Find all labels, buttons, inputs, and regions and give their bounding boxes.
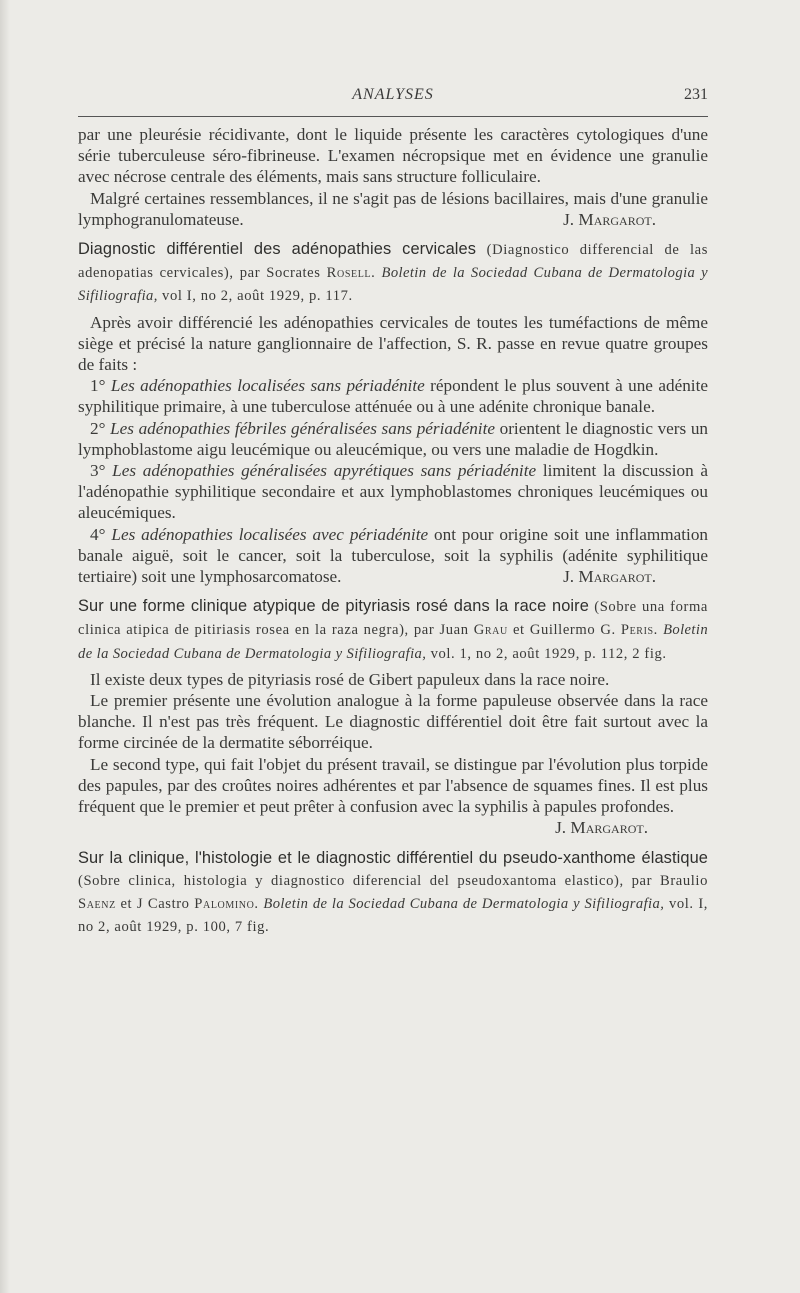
item-title: Les adénopathies fébriles généralisées sans périadénite [110, 418, 495, 438]
header-rule [78, 116, 708, 117]
article-title: Sur la clinique, l'histologie et le diagnostic différentiel du pseudo-xanthome élastique [78, 848, 708, 867]
ref-author: Rosell. [326, 265, 376, 282]
paragraph: Le second type, qui fait l'objet du présent travail, se distingue par l'évolution plus torpide des papules, par des croûtes noires adhérentes et par l'absence de squames fines. Il est plus fréquent que le premier et peut prêter à confusion avec la syphilis à papules profondes. [78, 754, 708, 817]
item-number: 2° [90, 418, 106, 438]
ref-journal: Boletin de la Sociedad Cubana de Dermatologia y Sifiliografia, [263, 895, 665, 912]
signature-initial: J. [555, 818, 567, 838]
ref-text: et Guillermo G. [512, 622, 616, 639]
ref-details: vol I, no 2, août 1929, p. 117. [162, 288, 353, 305]
conclusion-text: Malgré certaines ressemblances, il ne s'agit pas de lésions bacillaires, mais d'une granulie lymphogranulomateuse. [78, 188, 708, 229]
article-reference [78, 873, 708, 935]
ref-author: Grau [473, 622, 508, 639]
ref-journal: Boletin de la Sociedad Cubana de Dermatologia y Sifiliografia, [78, 265, 709, 305]
running-title: ANALYSES [352, 86, 434, 103]
article-title: Diagnostic différentiel des adénopathies cervicales [78, 240, 477, 259]
item-title: Les adénopathies localisées sans périadénite [110, 376, 425, 396]
list-item [78, 418, 708, 460]
ref-text: et J Castro [120, 895, 190, 912]
article-title: Sur une forme clinique atypique de pityriasis rosé dans la race noire [78, 597, 589, 616]
paragraph-conclusion [78, 188, 708, 230]
signature [78, 817, 708, 838]
page-header [78, 86, 708, 110]
signature-name: Margarot. [570, 818, 648, 838]
signature-initial: J. [563, 567, 575, 587]
list-item [78, 524, 708, 588]
ref-details: vol. 1, no 2, août 1929, p. 112, 2 fig. [430, 645, 667, 662]
ref-text: (Sobre una forma clinica atipica de pitiriasis rosea en la raza negra), par Juan [78, 599, 708, 639]
item-title: Les adénopathies localisées avec périadénite [111, 524, 429, 544]
item-number: 4° [90, 524, 106, 544]
list-item [78, 375, 708, 417]
list-item [78, 460, 708, 524]
ref-details: vol. I, no 2, août 1929, p. 100, 7 fig. [78, 895, 709, 936]
page-number: 231 [684, 86, 708, 103]
paragraph-continuation: par une pleurésie récidivante, dont le liquide présente les caractères cytologiques d'une série tuberculeuse séro-fibrineuse. L'examen nécropsique met en évidence une granulie avec nécrose centrale des éléments, mais sans structure folliculaire. [78, 125, 708, 187]
signature-name: Margarot. [578, 567, 656, 587]
paragraph: Il existe deux types de pityriasis rosé de Gibert papuleux dans la race noire. [90, 669, 610, 689]
article-heading [78, 847, 708, 939]
page-gutter-shadow [0, 0, 10, 1293]
item-number: 3° [90, 461, 106, 481]
article-heading [78, 595, 708, 665]
ref-text: (Sobre clinica, histologia y diagnostico diferencial del pseudoxantoma elastico), par Braulio [78, 872, 708, 889]
signature-initial: J. [563, 209, 575, 229]
item-text: orientent le diagnostic vers un lymphoblastome aigu leucémique ou aleucémique, ou vers une maladie de Hogdkin. [78, 418, 709, 459]
page-body [78, 124, 708, 938]
item-text: ont pour origine soit une inflammation banale aiguë, soit le cancer, soit la tuberculose, soit la syphilis (adénite syphilitique tertiaire) soit une lymphosarcomatose. [78, 524, 709, 587]
ref-journal: Boletin de la Sociedad Cubana de Dermatologia y Sifiliografia, [78, 622, 709, 662]
ref-author: Palomino. [194, 895, 259, 912]
article-heading [78, 238, 708, 308]
signature [551, 209, 656, 230]
item-title: Les adénopathies généralisées apyrétiques sans périadénite [112, 461, 537, 481]
ref-author: Saenz [78, 895, 116, 912]
article-intro: Après avoir différencié les adénopathies cervicales de toutes les tuméfactions de même siège et précisé la nature ganglionnaire de l'affection, S. R. passe en revue quatre groupes de faits : [78, 312, 708, 375]
signature-name: Margarot. [578, 209, 656, 229]
ref-author: Peris. [620, 622, 658, 639]
item-text: répondent le plus souvent à une adénite syphilitique primaire, à une tuberculose atténuée ou à une adénite chronique banale. [78, 376, 708, 417]
item-number: 1° [90, 376, 106, 396]
ref-text: (Diagnostico differencial de las adenopatias cervicales), par Socrates [78, 242, 708, 282]
signature [551, 566, 656, 587]
item-text: limitent la discussion à l'adénopathie syphilitique secondaire et aux lymphoblastomes chroniques leucémiques ou aleucémiques. [78, 461, 709, 523]
paragraph: Le premier présente une évolution analogue à la forme papuleuse observée dans la race blanche. Il n'est pas très fréquent. Le diagnostic différentiel doit être fait surtout avec la forme circinée de la dermatite séborréique. [78, 691, 708, 753]
